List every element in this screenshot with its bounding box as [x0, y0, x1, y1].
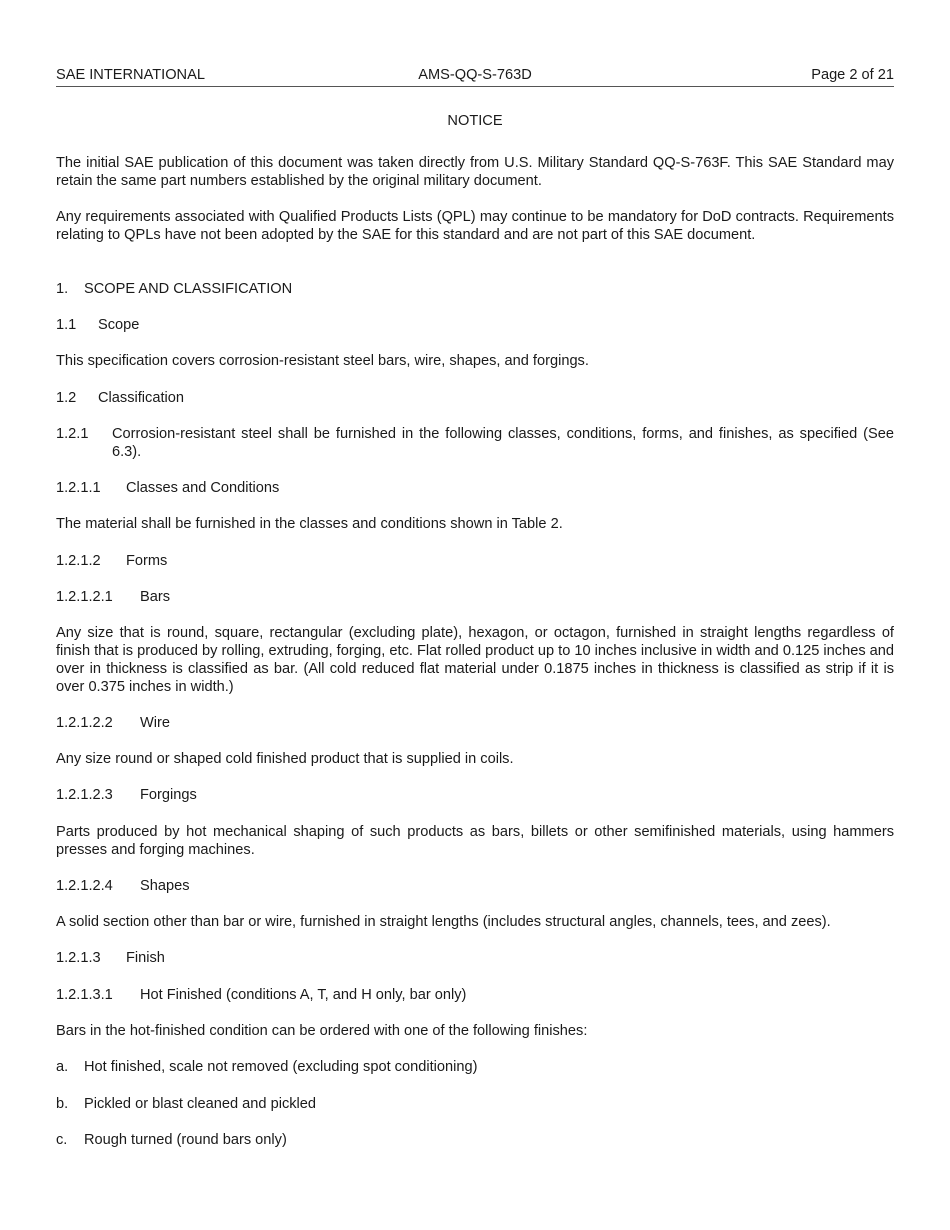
section-title: Hot Finished (conditions A, T, and H only, bar only): [140, 987, 467, 1003]
section-number: 1.2.1.2.1: [56, 589, 113, 605]
list-item: [56, 1131, 894, 1149]
section-number: 1.2.1.2: [56, 553, 101, 569]
section-1-2-1-3-1-text: Bars in the hot-finished condition can be ordered with one of the following finishes:: [56, 1023, 588, 1039]
section-1-2-1-3-1-heading: [56, 986, 894, 1004]
notice-paragraph-2: Any requirements associated with Qualified Products Lists (QPL) may continue to be mandatory for DoD contracts. Requirements relating to QPLs have not been adopted by the SAE for this standard and are not part of this SAE document.: [56, 209, 894, 243]
section-number: 1.2.1.2.3: [56, 787, 113, 803]
list-marker: a.: [56, 1059, 69, 1075]
section-title: Wire: [140, 715, 170, 731]
section-number: 1.2.1.3: [56, 950, 101, 966]
section-number: 1.2.1.2.4: [56, 878, 113, 894]
section-1-2-1-2-2-text: Any size round or shaped cold finished product that is supplied in coils.: [56, 751, 514, 767]
list-item-text: Rough turned (round bars only): [84, 1132, 287, 1148]
page-header: [56, 66, 894, 87]
section-1-heading: [56, 280, 894, 298]
section-1-2-1-2-3-heading: [56, 786, 894, 804]
section-title: SCOPE AND CLASSIFICATION: [84, 281, 293, 297]
section-text: Corrosion-resistant steel shall be furnished in the following classes, conditions, forms, and finishes, as specified (See 6.3).: [112, 426, 894, 460]
section-1-2-1-2-1-heading: [56, 588, 894, 606]
section-title: Bars: [140, 589, 171, 605]
section-1-2-heading: [56, 389, 894, 407]
section-title: Shapes: [140, 878, 190, 894]
section-title: Classification: [98, 390, 184, 406]
list-item-text: Hot finished, scale not removed (excluding spot conditioning): [84, 1059, 478, 1075]
list-marker: b.: [56, 1096, 69, 1112]
section-1-1-heading: [56, 316, 894, 334]
notice-title: NOTICE: [447, 113, 503, 129]
section-number: 1.2: [56, 390, 77, 406]
section-1-1-text: This specification covers corrosion-resistant steel bars, wire, shapes, and forgings.: [56, 353, 589, 369]
section-title: Classes and Conditions: [126, 480, 280, 496]
section-1-2-1-1-heading: [56, 479, 894, 497]
section-1-2-1-2-2-heading: [56, 714, 894, 732]
section-1-2-1-2-1-text: Any size that is round, square, rectangular (excluding plate), hexagon, or octagon, furnished in straight lengths regardless of finish that is produced by rolling, extruding, forging, etc. Flat rolled product up to 10 inches inclusive in width and 0.125 inches and over in thickness is classified as bar. (All cold reduced flat material under 0.1875 inches in thickness is classified as strip if it is over 0.375 inches in width.): [56, 625, 895, 695]
section-number: 1.2.1.3.1: [56, 987, 113, 1003]
section-title: Finish: [126, 950, 165, 966]
list-item: [56, 1095, 894, 1113]
section-title: Forgings: [140, 787, 197, 803]
header-page-number: Page 2 of 21: [811, 67, 894, 83]
section-1-2-1-2-heading: [56, 552, 894, 570]
list-item: [56, 1058, 894, 1076]
section-1-2-1-2-3-text: Parts produced by hot mechanical shaping of such products as bars, billets or other semifinished materials, using hammers presses and forging machines.: [56, 824, 894, 858]
header-document-number: AMS-QQ-S-763D: [418, 67, 532, 83]
section-1-2-1-3-heading: [56, 949, 894, 967]
notice-paragraph-1: The initial SAE publication of this document was taken directly from U.S. Military Standard QQ-S-763F. This SAE Standard may retain the same part numbers established by the original military document.: [56, 155, 894, 189]
section-title: Scope: [98, 317, 140, 333]
section-number: 1.1: [56, 317, 77, 333]
section-number: 1.2.1: [56, 426, 89, 442]
section-1-2-1-2-4-heading: [56, 877, 894, 895]
section-1-2-1: [56, 425, 894, 461]
section-number: 1.2.1.2.2: [56, 715, 113, 731]
section-title: Forms: [126, 553, 168, 569]
section-number: 1.2.1.1: [56, 480, 101, 496]
section-number: 1.: [56, 281, 69, 297]
section-1-2-1-2-4-text: A solid section other than bar or wire, furnished in straight lengths (includes structural angles, channels, tees, and zees).: [56, 914, 831, 930]
list-marker: c.: [56, 1132, 68, 1148]
section-1-2-1-1-text: The material shall be furnished in the classes and conditions shown in Table 2.: [56, 516, 563, 532]
header-organization: SAE INTERNATIONAL: [56, 67, 205, 83]
list-item-text: Pickled or blast cleaned and pickled: [84, 1096, 317, 1112]
